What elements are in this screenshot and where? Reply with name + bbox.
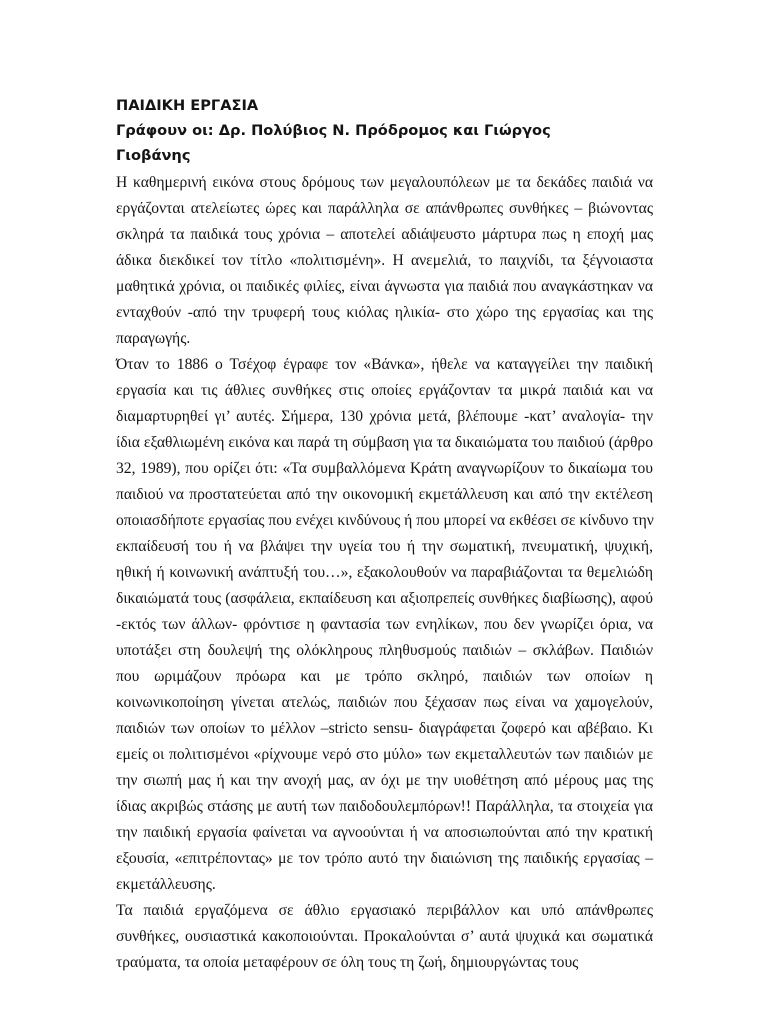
paragraph-line: εκπαίδευσή του ή να βλάψει την υγεία του ή την σωματική, πνευματική, ψυχική, [116,538,653,555]
paragraph-line: εξουσία, «επιτρέποντας» με τον τρόπο αυτό την διαιώνιση της παιδικής εργασίας – [116,850,653,867]
paragraph-line: σκληρά τα παιδικά τους χρόνια – αποτελεί αδιάψευστο μάρτυρα πως η εποχή μας [116,226,653,243]
paragraph-line: οποιασδήποτε εργασίας που ενέχει κινδύνους ή που μπορεί να εκθέσει σε κίνδυνο την [116,512,654,529]
paragraph-line: εμείς οι πολιτισμένοι «ρίχνουμε νερό στο μύλο» των εκμεταλλευτών των παιδιών με [116,746,653,763]
paragraph [116,352,653,898]
paragraph-line: κοινωνικοποίηση γίνεται ατελώς, παιδιών που ξέχασαν πως είναι να χαμογελούν, [116,694,653,711]
paragraph-line: παιδιών των οποίων το μέλλον –stricto sensu- διαγράφεται ζοφερό και αβέβαιο. Κι [116,720,653,737]
paragraph-line: εκμετάλλευσης. [116,876,216,893]
paragraph-line: -εκτός των άλλων- φρόντισε η φαντασία των ενηλίκων, που δεν γνωρίζει όρια, να [116,616,653,633]
paragraph-line: ίδιας ακριβώς στάσης με αυτή των παιδοδουλεμπόρων!! Παράλληλα, τα στοιχεία για [116,798,653,815]
author-byline [116,118,653,168]
byline-line: Γιοβάνης [116,147,191,164]
document-page [116,93,653,976]
paragraph-line: ίδια εξαθλιωμένη εικόνα και παρά τη σύμβαση για τα δικαιώματα του παιδιού (άρθρο [116,434,653,451]
paragraph-line: την σιωπή μας ή και την ανοχή μας, αν όχι με την υιοθέτηση από μέρους μας της [116,772,653,789]
paragraph-line: ενταχθούν -από την τρυφερή τους κιόλας ηλικία- στο χώρο της εργασίας και της [116,304,653,321]
paragraph-line: Τα παιδιά εργαζόμενα σε άθλιο εργασιακό περιβάλλον και υπό απάνθρωπες [116,902,653,919]
paragraph-line: Η καθημερινή εικόνα στους δρόμους των μεγαλουπόλεων με τα δεκάδες παιδιά να [116,174,653,191]
paragraph-line: παιδιού να προστατεύεται από την οικονομική εκμετάλλευση και από την εκτέλεση [116,486,653,503]
paragraph-line: παραγωγής. [116,330,191,347]
paragraph-line: εργάζονται ατελείωτες ώρες και παράλληλα σε απάνθρωπες συνθήκες – βιώνοντας [116,200,653,217]
paragraph [116,898,653,976]
paragraph-line: ηθική ή κοινωνική ανάπτυξή του…», εξακολουθούν να παραβιάζονται τα θεμελιώδη [116,564,653,581]
paragraph-line: 32, 1989), που ορίζει ότι: «Τα συμβαλλόμενα Κράτη αναγνωρίζουν το δικαίωμα του [116,460,653,477]
paragraph [116,170,653,352]
article-body [116,170,653,976]
document-title: ΠΑΙΔΙΚΗ ΕΡΓΑΣΙΑ [116,97,259,114]
byline-line: Γράφουν οι: Δρ. Πολύβιος Ν. Πρόδρομος και Γιώργος [116,122,551,139]
paragraph-line: που ωριμάζουν πρόωρα και με τρόπο σκληρό, παιδιών των οποίων η [116,668,653,685]
paragraph-line: υποτάξει στη δουλεψή της ολόκληρους πληθυσμούς παιδιών – σκλάβων. Παιδιών [116,642,653,659]
paragraph-line: μαθητικά χρόνια, οι παιδικές φιλίες, είναι άγνωστα για παιδιά που αναγκάστηκαν να [116,278,653,295]
paragraph-line: δικαιώματά τους (ασφάλεια, εκπαίδευση και αξιοπρεπείς συνθήκες διαβίωσης), αφού [116,590,653,607]
paragraph-line: εργασία και τις άθλιες συνθήκες στις οποίες εργάζονταν τα μικρά παιδιά και να [116,382,653,399]
paragraph-line: τραύματα, τα οποία μεταφέρουν σε όλη τους τη ζωή, δημιουργώντας τους [116,954,579,971]
paragraph-line: την παιδική εργασία φαίνεται να αγνοούνται ή να αποσιωπούνται από την κρατική [116,824,653,841]
paragraph-line: συνθήκες, ουσιαστικά κακοποιούνται. Προκαλούνται σ’ αυτά ψυχικά και σωματικά [116,928,653,945]
paragraph-line: Όταν το 1886 ο Τσέχοφ έγραφε τον «Βάνκα», ήθελε να καταγγείλει την παιδική [116,356,653,373]
paragraph-line: διαμαρτυρηθεί γι’ αυτές. Σήμερα, 130 χρόνια μετά, βλέπουμε -κατ’ αναλογία- την [116,408,653,425]
paragraph-line: άδικα διεκδικεί τον τίτλο «πολιτισμένη». Η ανεμελιά, το παιχνίδι, τα ξέγνοιαστα [116,252,653,269]
